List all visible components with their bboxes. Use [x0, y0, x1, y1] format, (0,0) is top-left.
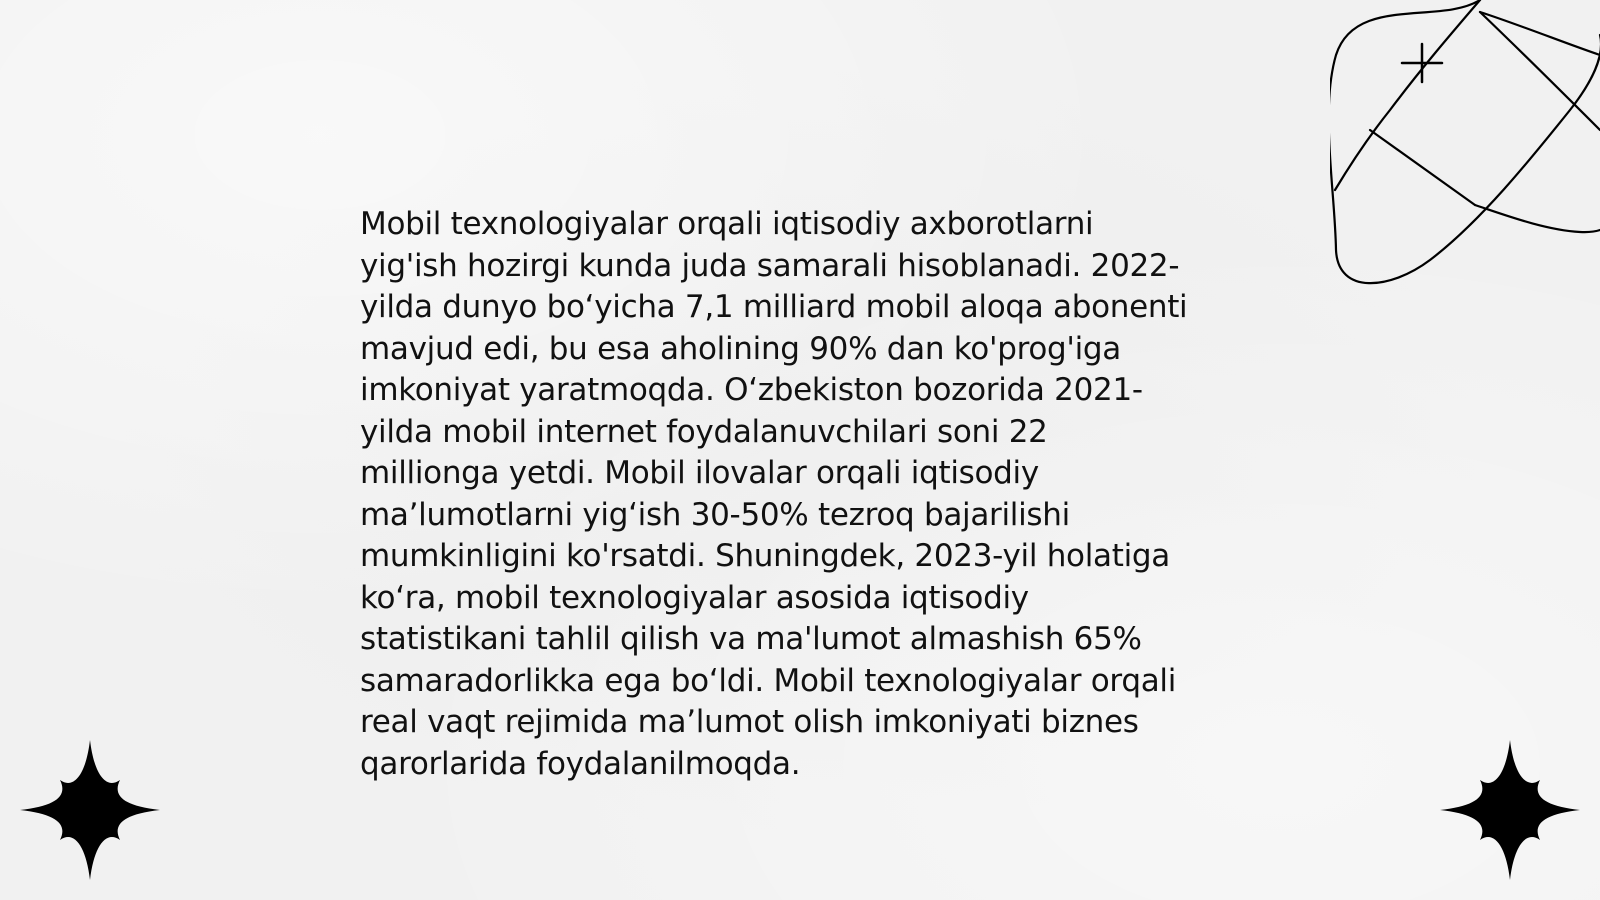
four-point-star-icon — [20, 740, 160, 880]
paragraph-line: yilda mobil internet foydalanuvchilari soni 22 — [360, 413, 1048, 450]
paragraph-line: statistikani tahlil qilish va ma'lumot almashish 65% — [360, 621, 1142, 657]
paragraph-line: millionga yetdi. Mobil ilovalar orqali iqtisodiy — [360, 455, 1039, 491]
four-point-star-icon — [1440, 740, 1580, 880]
paragraph-line: yilda dunyo bo‘yicha 7,1 milliard mobil aloqa abonenti — [360, 289, 1188, 325]
paragraph-line: yig'ish hozirgi kunda juda samarali hisoblanadi. 2022- — [360, 247, 1180, 284]
paragraph-line: samaradorlikka ega bo‘ldi. Mobil texnologiyalar orqali — [360, 662, 1177, 699]
paragraph-line: mumkinligini ko'rsatdi. Shuningdek, 2023-yil holatiga — [360, 538, 1170, 574]
paragraph-line: ko‘ra, mobil texnologiyalar asosida iqtisodiy — [360, 579, 1029, 616]
paragraph-line: ma’lumotlarni yig‘ish 30-50% tezroq bajarilishi — [360, 496, 1070, 533]
paragraph-line: real vaqt rejimida ma’lumot olish imkoniyati biznes — [360, 704, 1139, 740]
paragraph-line: Mobil texnologiyalar orqali iqtisodiy axborotlarni — [360, 206, 1094, 242]
paragraph-line: imkoniyat yaratmoqda. O‘zbekiston bozorida 2021- — [360, 372, 1143, 408]
paragraph-line: qarorlarida foydalanilmoqda. — [360, 745, 801, 782]
paragraph-line: mavjud edi, bu esa aholining 90% dan ko'prog'iga — [360, 330, 1121, 367]
orbit-sparkle-icon — [1330, 0, 1600, 300]
body-paragraph — [360, 204, 1250, 785]
